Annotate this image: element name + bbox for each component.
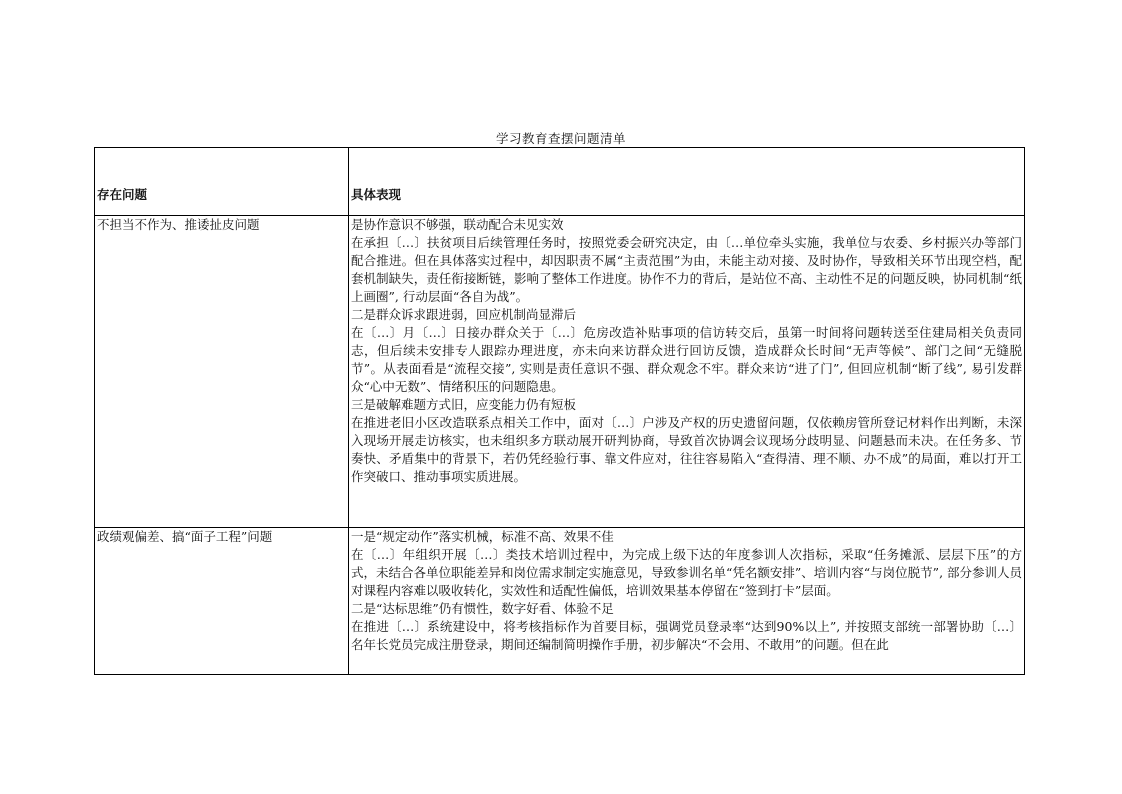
issues-table xyxy=(94,147,1025,675)
detail-heading: 三是破解难题方式旧，应变能力仍有短板 xyxy=(351,397,577,412)
detail-paragraph: 在〔…〕年组织开展〔…〕类技术培训过程中，为完成上级下达的年度参训人次指标，采取“任务摊派、层层下压”的方式，未结合各单位职能差异和岗位需求制定实施意见，导致参训名单“凭名额安排”、培训内容“与岗位脱节”, 部分参训人员对课程内容难以吸收转化，实效性和适配性偏低，培训效果基本停留在“签到打卡”层面。 xyxy=(351,547,1023,598)
detail-heading: 是协作意识不够强，联动配合未见实效 xyxy=(351,217,564,232)
detail-heading: 二是群众诉求跟进弱，回应机制尚显滞后 xyxy=(351,307,577,322)
detail-paragraph: 在推进〔…〕系统建设中，将考核指标作为首要目标，强调党员登录率“达到90%以上”, 并按照支部统一部署协助〔…〕名年长党员完成注册登录，期间还编制简明操作手册，初步解决“不会用、不敢用”的问题。但在此 xyxy=(351,619,1022,652)
issue-details xyxy=(349,528,1025,675)
detail-heading: 二是“达标思维”仍有惯性，数字好看、体验不足 xyxy=(351,601,614,616)
issue-category: 不担当不作为、推诿扯皮问题 xyxy=(95,216,349,528)
issue-details xyxy=(349,216,1025,528)
column-header-issue: 存在问题 xyxy=(95,148,349,216)
table-row xyxy=(95,528,1025,675)
issue-category: 政绩观偏差、搞“面子工程”问题 xyxy=(95,528,349,675)
detail-heading: 一是“规定动作”落实机械，标准不高、效果不佳 xyxy=(351,529,614,544)
detail-paragraph: 在〔…〕月〔…〕日接办群众关于〔…〕危房改造补贴事项的信访转交后，虽第一时间将问题转送至住建局相关负责同志，但后续未安排专人跟踪办理进度，亦未向来访群众进行回访反馈，造成群众长时间“无声等候”、部门之间“无缝脱节”。从表面看是“流程交接”, 实则是责任意识不强、群众观念不牢。群众来访“进了门”, 但回应机制“断了线”, 易引发群众“心中无数”、情绪积压的问题隐患。 xyxy=(351,325,1022,394)
document-title: 学习教育查摆问题清单 xyxy=(495,131,626,146)
detail-paragraph: 在承担〔…〕扶贫项目后续管理任务时，按照党委会研究决定，由〔…单位牵头实施，我单位与农委、乡村振兴办等部门配合推进。但在具体落实过程中，却因职责不属“主责范围”为由，未能主动对接、及时协作，导致相关环节出现空档，配套机制缺失，责任衔接断链，影响了整体工作进度。协作不力的背后，是站位不高、主动性不足的问题反映，协同机制“纸上画圈”, 行动层面“各自为战”。 xyxy=(351,235,1022,304)
detail-paragraph: 在推进老旧小区改造联系点相关工作中，面对〔…〕户涉及产权的历史遗留问题，仅依赖房管所登记材料作出判断，未深入现场开展走访核实，也未组织多方联动展开研判协商，导致首次协调会议现场分歧明显、问题悬而未决。在任务多、节奏快、矛盾集中的背景下，若仍凭经验行事、靠文件应对，往往容易陷入“查得清、理不顺、办不成”的局面，难以打开工作突破口、推动事项实质进展。 xyxy=(351,415,1022,484)
column-header-details: 具体表现 xyxy=(349,148,1025,216)
table-header-row xyxy=(95,148,1025,216)
table-row xyxy=(95,216,1025,528)
